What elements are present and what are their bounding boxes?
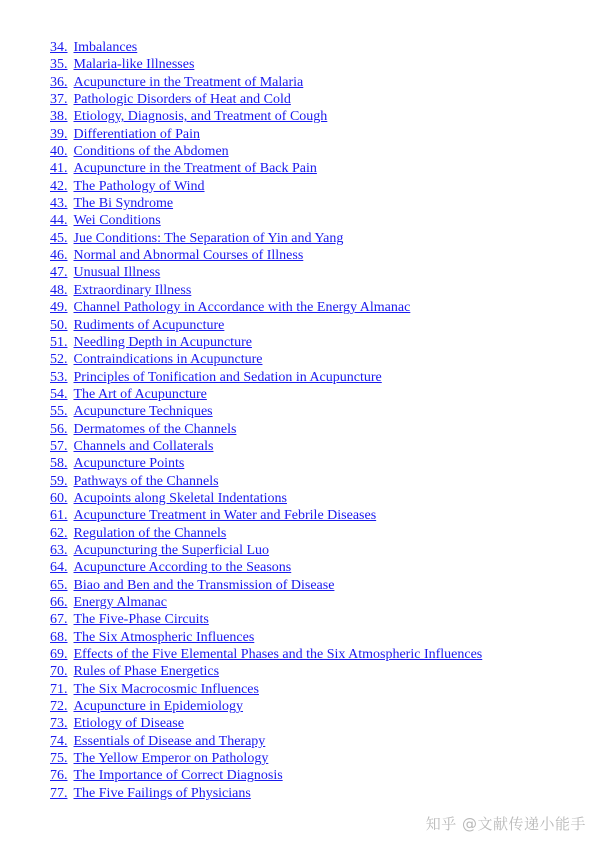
watermark: 知乎 @文献传递小能手 bbox=[425, 815, 586, 833]
toc-entry bbox=[50, 594, 482, 611]
toc-entry-title: Acupoints along Skeletal Indentations bbox=[73, 490, 287, 506]
toc-entry-number: 76. bbox=[50, 768, 68, 784]
toc-entry bbox=[50, 299, 482, 316]
toc-entry-title: Effects of the Five Elemental Phases and the Six Atmospheric Influences bbox=[73, 647, 483, 663]
toc-link[interactable] bbox=[50, 664, 219, 679]
toc-entry bbox=[50, 178, 482, 195]
toc-entry-number: 46. bbox=[50, 248, 68, 264]
toc-link[interactable] bbox=[50, 751, 268, 766]
toc-link[interactable] bbox=[50, 768, 283, 783]
toc-link[interactable] bbox=[50, 161, 317, 176]
toc-entry bbox=[50, 421, 482, 438]
toc-entry-number: 56. bbox=[50, 421, 68, 437]
toc-link[interactable] bbox=[50, 40, 137, 55]
toc-entry-number: 62. bbox=[50, 525, 68, 541]
toc-link[interactable] bbox=[50, 75, 303, 90]
toc-entry bbox=[50, 681, 482, 698]
toc-entry-title: Regulation of the Channels bbox=[73, 525, 227, 541]
toc-entry-number: 75. bbox=[50, 751, 68, 767]
toc-entry-title: Etiology of Disease bbox=[73, 716, 184, 732]
toc-entry-title: Rules of Phase Energetics bbox=[73, 664, 220, 680]
toc-entry-number: 51. bbox=[50, 334, 68, 350]
toc-entry-title: Acupuncture Treatment in Water and Febrile Diseases bbox=[73, 508, 377, 524]
toc-link[interactable] bbox=[50, 786, 251, 801]
toc-entry bbox=[50, 403, 482, 420]
toc-entry-number: 60. bbox=[50, 490, 68, 506]
toc-link[interactable] bbox=[50, 231, 343, 246]
toc-entry-title: Channel Pathology in Accordance with the Energy Almanac bbox=[73, 300, 411, 316]
toc-entry-title: Acupuncture in the Treatment of Back Pain bbox=[73, 161, 317, 177]
toc-link[interactable] bbox=[50, 474, 219, 489]
toc-link[interactable] bbox=[50, 318, 224, 333]
toc-link[interactable] bbox=[50, 560, 291, 575]
toc-entry bbox=[50, 507, 482, 524]
toc-entry bbox=[50, 230, 482, 247]
toc-entry-number: 37. bbox=[50, 92, 68, 108]
toc-entry-title: The Bi Syndrome bbox=[73, 196, 174, 212]
toc-entry-title: Pathways of the Channels bbox=[73, 473, 219, 489]
toc-entry-title: Normal and Abnormal Courses of Illness bbox=[73, 248, 304, 264]
toc-entry bbox=[50, 108, 482, 125]
toc-entry-title: Channels and Collaterals bbox=[73, 438, 214, 454]
toc-entry-number: 58. bbox=[50, 456, 68, 472]
toc-entry bbox=[50, 143, 482, 160]
toc-entry-title: Acupuncture in Epidemiology bbox=[73, 699, 244, 715]
toc-link[interactable] bbox=[50, 404, 213, 419]
toc-entry-number: 40. bbox=[50, 144, 68, 160]
toc-entry-title: The Art of Acupuncture bbox=[73, 386, 207, 402]
toc-link[interactable] bbox=[50, 456, 184, 471]
toc-entry-number: 38. bbox=[50, 109, 68, 125]
toc-entry bbox=[50, 525, 482, 542]
toc-entry bbox=[50, 126, 482, 143]
toc-link[interactable] bbox=[50, 196, 173, 211]
toc-link[interactable] bbox=[50, 612, 209, 627]
toc-entry bbox=[50, 160, 482, 177]
toc-entry bbox=[50, 195, 482, 212]
toc-entry-number: 73. bbox=[50, 716, 68, 732]
toc-entry bbox=[50, 74, 482, 91]
toc-link[interactable] bbox=[50, 491, 287, 506]
toc-entry-number: 35. bbox=[50, 57, 68, 73]
toc-link[interactable] bbox=[50, 595, 167, 610]
toc-link[interactable] bbox=[50, 387, 207, 402]
toc-link[interactable] bbox=[50, 422, 236, 437]
toc-entry bbox=[50, 473, 482, 490]
toc-entry-number: 65. bbox=[50, 577, 68, 593]
toc-entry bbox=[50, 264, 482, 281]
toc-entry bbox=[50, 282, 482, 299]
toc-entry bbox=[50, 559, 482, 576]
toc-entry-number: 43. bbox=[50, 196, 68, 212]
toc-entry-number: 70. bbox=[50, 664, 68, 680]
toc-entry bbox=[50, 629, 482, 646]
toc-link[interactable] bbox=[50, 57, 194, 72]
toc-entry-title: Essentials of Disease and Therapy bbox=[73, 733, 266, 749]
toc-entry bbox=[50, 646, 482, 663]
toc-link[interactable] bbox=[50, 179, 205, 194]
toc-entry-number: 77. bbox=[50, 785, 68, 801]
toc-link[interactable] bbox=[50, 109, 327, 124]
toc-entry bbox=[50, 369, 482, 386]
toc-link[interactable] bbox=[50, 265, 160, 280]
toc-entry-number: 57. bbox=[50, 438, 68, 454]
toc-entry-number: 55. bbox=[50, 404, 68, 420]
toc-entry bbox=[50, 785, 482, 802]
toc-entry-number: 67. bbox=[50, 612, 68, 628]
toc-entry bbox=[50, 56, 482, 73]
toc-entry bbox=[50, 455, 482, 472]
toc-entry-title: The Six Atmospheric Influences bbox=[73, 629, 255, 645]
toc-entry-title: The Five-Phase Circuits bbox=[73, 612, 209, 628]
toc-entry-number: 48. bbox=[50, 282, 68, 298]
toc-entry-title: Biao and Ben and the Transmission of Disease bbox=[73, 577, 335, 593]
toc-entry-title: Pathologic Disorders of Heat and Cold bbox=[73, 92, 291, 108]
toc-entry-number: 36. bbox=[50, 74, 68, 90]
toc-entry bbox=[50, 663, 482, 680]
toc-link[interactable] bbox=[50, 92, 291, 107]
toc-link[interactable] bbox=[50, 630, 254, 645]
toc-entry bbox=[50, 334, 482, 351]
toc-entry-title: Acupuncturing the Superficial Luo bbox=[73, 542, 270, 558]
toc-entry-number: 39. bbox=[50, 126, 68, 142]
toc-entry-number: 74. bbox=[50, 733, 68, 749]
toc-link[interactable] bbox=[50, 248, 303, 263]
toc-entry bbox=[50, 733, 482, 750]
toc-link[interactable] bbox=[50, 734, 265, 749]
toc-entry bbox=[50, 247, 482, 264]
toc-entry-title: Contraindications in Acupuncture bbox=[73, 352, 263, 368]
toc-entry-number: 53. bbox=[50, 369, 68, 385]
toc-entry-number: 34. bbox=[50, 40, 68, 55]
toc-entry bbox=[50, 715, 482, 732]
toc-link[interactable] bbox=[50, 335, 252, 350]
toc-entry-number: 68. bbox=[50, 629, 68, 645]
toc-entry-title: Energy Almanac bbox=[73, 595, 167, 610]
toc-entry bbox=[50, 611, 482, 628]
toc-link[interactable] bbox=[50, 543, 269, 558]
toc-entry-number: 50. bbox=[50, 317, 68, 333]
toc-entry-title: Malaria-like Illnesses bbox=[73, 57, 195, 73]
toc-entry-number: 69. bbox=[50, 647, 68, 663]
toc-entry-number: 47. bbox=[50, 265, 68, 281]
toc-entry bbox=[50, 767, 482, 784]
toc-entry-number: 61. bbox=[50, 508, 68, 524]
toc-entry-title: Acupuncture Techniques bbox=[73, 404, 213, 420]
toc-entry-number: 44. bbox=[50, 213, 68, 229]
toc-link[interactable] bbox=[50, 370, 382, 385]
toc-link[interactable] bbox=[50, 283, 191, 298]
toc-entry-title: Conditions of the Abdomen bbox=[73, 144, 229, 160]
toc-entry bbox=[50, 577, 482, 594]
toc-link[interactable] bbox=[50, 300, 410, 315]
toc-link[interactable] bbox=[50, 213, 161, 228]
toc-entry-number: 49. bbox=[50, 300, 68, 316]
toc-entry-number: 45. bbox=[50, 230, 68, 246]
toc-entry-title: The Importance of Correct Diagnosis bbox=[73, 768, 283, 784]
toc-entry bbox=[50, 438, 482, 455]
toc-entry-title: Jue Conditions: The Separation of Yin and Yang bbox=[73, 230, 344, 246]
toc-entry-number: 59. bbox=[50, 473, 68, 489]
toc-entry-title: Acupuncture Points bbox=[73, 456, 185, 472]
toc-entry bbox=[50, 386, 482, 403]
toc-entry-title: Wei Conditions bbox=[73, 213, 161, 229]
toc-entry-number: 66. bbox=[50, 595, 68, 610]
toc-entry-title: Acupuncture According to the Seasons bbox=[73, 560, 292, 576]
toc-entry-title: Dermatomes of the Channels bbox=[73, 421, 237, 437]
toc-entry-title: The Yellow Emperor on Pathology bbox=[73, 751, 269, 767]
table-of-contents bbox=[50, 39, 482, 802]
toc-entry-number: 42. bbox=[50, 178, 68, 194]
toc-entry-title: Needling Depth in Acupuncture bbox=[73, 334, 252, 350]
toc-entry bbox=[50, 351, 482, 368]
toc-entry bbox=[50, 317, 482, 334]
toc-entry bbox=[50, 698, 482, 715]
toc-link[interactable] bbox=[50, 439, 213, 454]
toc-entry bbox=[50, 39, 482, 56]
toc-entry-title: Unusual Illness bbox=[73, 265, 161, 281]
toc-entry-title: The Six Macrocosmic Influences bbox=[73, 681, 259, 697]
toc-entry bbox=[50, 490, 482, 507]
toc-entry-number: 52. bbox=[50, 352, 68, 368]
toc-entry bbox=[50, 750, 482, 767]
toc-entry-number: 72. bbox=[50, 699, 68, 715]
toc-entry-title: Differentiation of Pain bbox=[73, 126, 200, 142]
toc-entry bbox=[50, 542, 482, 559]
toc-entry-number: 41. bbox=[50, 161, 68, 177]
toc-entry-title: The Five Failings of Physicians bbox=[73, 785, 251, 801]
toc-link[interactable] bbox=[50, 526, 226, 541]
toc-link[interactable] bbox=[50, 716, 184, 731]
toc-entry-title: Principles of Tonification and Sedation in Acupuncture bbox=[73, 369, 382, 385]
toc-link[interactable] bbox=[50, 508, 376, 523]
toc-entry-number: 71. bbox=[50, 681, 68, 697]
toc-entry bbox=[50, 212, 482, 229]
toc-link[interactable] bbox=[50, 144, 229, 159]
toc-link[interactable] bbox=[50, 578, 334, 593]
toc-entry-title: Etiology, Diagnosis, and Treatment of Cough bbox=[73, 109, 328, 125]
toc-entry-number: 64. bbox=[50, 560, 68, 576]
toc-entry-title: Imbalances bbox=[73, 40, 138, 55]
toc-entry-number: 54. bbox=[50, 386, 68, 402]
toc-link[interactable] bbox=[50, 127, 200, 142]
toc-entry bbox=[50, 91, 482, 108]
toc-entry-title: Extraordinary Illness bbox=[73, 282, 192, 298]
toc-link[interactable] bbox=[50, 699, 243, 714]
toc-entry-title: Rudiments of Acupuncture bbox=[73, 317, 225, 333]
toc-entry-title: Acupuncture in the Treatment of Malaria bbox=[73, 74, 304, 90]
toc-link[interactable] bbox=[50, 352, 262, 367]
toc-link[interactable] bbox=[50, 682, 259, 697]
toc-entry-number: 63. bbox=[50, 542, 68, 558]
toc-link[interactable] bbox=[50, 647, 482, 662]
toc-entry-title: The Pathology of Wind bbox=[73, 178, 205, 194]
